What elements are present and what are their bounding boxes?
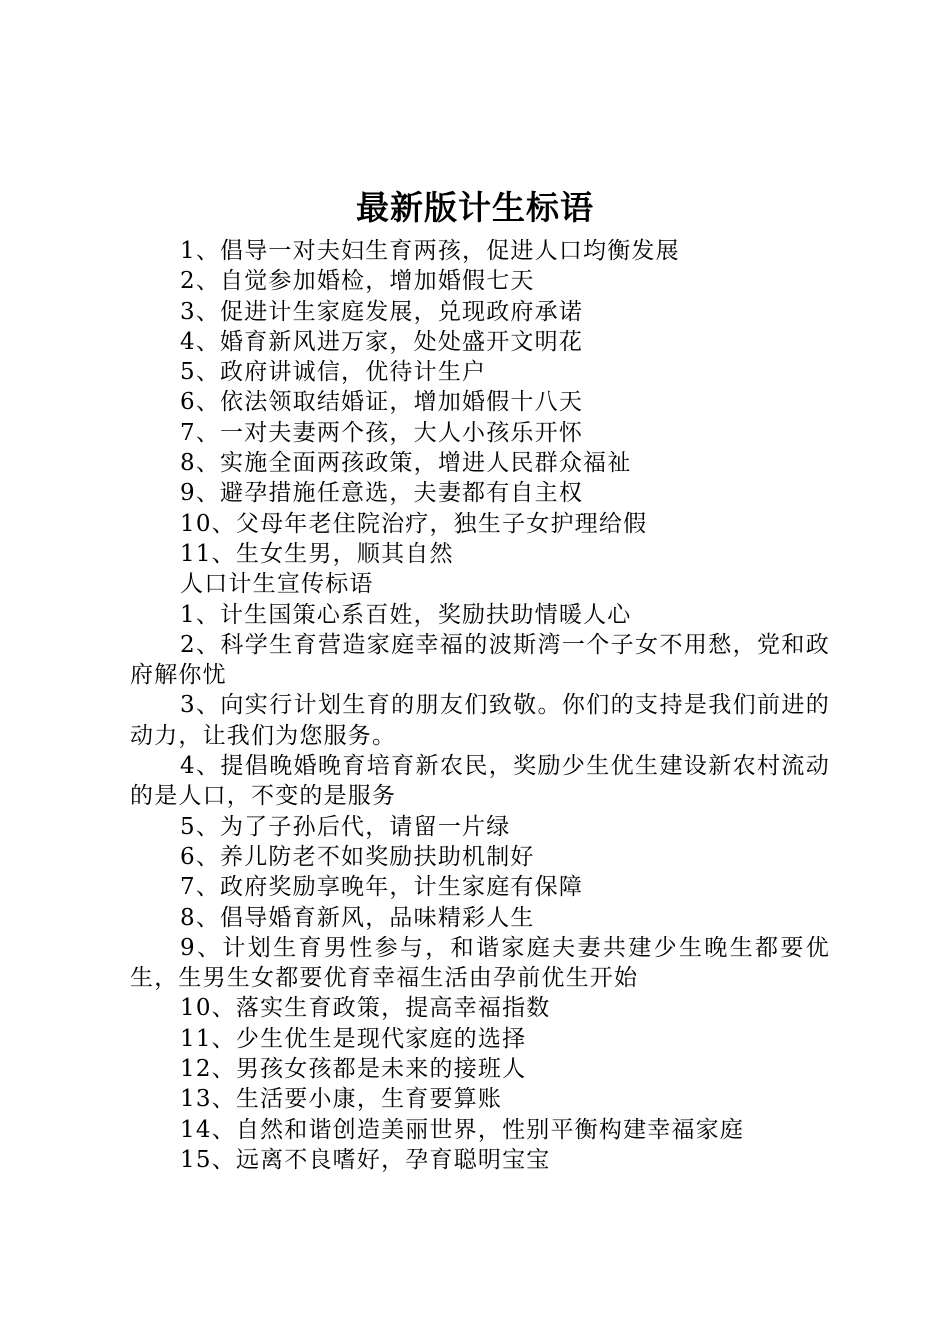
paragraph: 1、倡导一对夫妇生育两孩，促进人口均衡发展 — [180, 238, 680, 264]
paragraph: 6、依法领取结婚证，增加婚假十八天 — [180, 389, 584, 416]
paragraph: 8、实施全面两孩政策，增进人民群众福祉 — [180, 450, 632, 477]
paragraph: 9、计划生育男性参与，和谐家庭夫妻共建少生晚生都要优生，生男生女都要优育幸福生活由孕前优生开始 — [130, 934, 830, 992]
paragraph: 13、生活要小康，生育要算账 — [180, 1086, 503, 1113]
paragraph: 14、自然和谐创造美丽世界，性别平衡构建幸福家庭 — [180, 1116, 745, 1143]
paragraph: 3、向实行计划生育的朋友们致敬。你们的支持是我们前进的动力，让我们为您服务。 — [130, 692, 830, 749]
paragraph: 11、少生优生是现代家庭的选择 — [180, 1025, 527, 1052]
paragraph: 1、计生国策心系百姓，奖励扶助情暖人心 — [180, 601, 632, 628]
paragraph: 2、自觉参加婚检，增加婚假七天 — [180, 268, 535, 295]
paragraph: 2、科学生育营造家庭幸福的波斯湾一个子女不用愁，党和政府解你忧 — [130, 631, 830, 689]
paragraph: 15、远离不良嗜好，孕育聪明宝宝 — [180, 1146, 551, 1173]
paragraph: 5、为了子孙后代，请留一片绿 — [180, 813, 511, 840]
paragraph: 8、倡导婚育新风，品味精彩人生 — [180, 904, 535, 931]
paragraph: 6、养儿防老不如奖励扶助机制好 — [180, 843, 535, 870]
paragraph: 7、政府奖励享晚年，计生家庭有保障 — [180, 874, 584, 901]
paragraph: 9、避孕措施任意选，夫妻都有自主权 — [180, 480, 584, 507]
paragraph: 5、政府讲诚信，优待计生户 — [180, 359, 487, 386]
paragraph: 4、婚育新风进万家，处处盛开文明花 — [180, 328, 584, 355]
document-body — [130, 236, 830, 1175]
paragraph: 12、男孩女孩都是未来的接班人 — [180, 1056, 527, 1083]
paragraph: 10、落实生育政策，提高幸福指数 — [180, 995, 551, 1022]
paragraph: 11、生女生男，顺其自然 — [180, 540, 454, 567]
paragraph: 7、一对夫妻两个孩，大人小孩乐开怀 — [180, 419, 584, 446]
paragraph: 4、提倡晚婚晚育培育新农民，奖励少生优生建设新农村流动的是人口，不变的是服务 — [130, 753, 830, 810]
paragraph: 3、促进计生家庭发展，兑现政府承诺 — [180, 298, 584, 325]
document-title: 最新版计生标语 — [356, 188, 594, 227]
section-heading: 人口计生宣传标语 — [180, 571, 374, 598]
paragraph: 10、父母年老住院治疗，独生子女护理给假 — [180, 510, 648, 537]
